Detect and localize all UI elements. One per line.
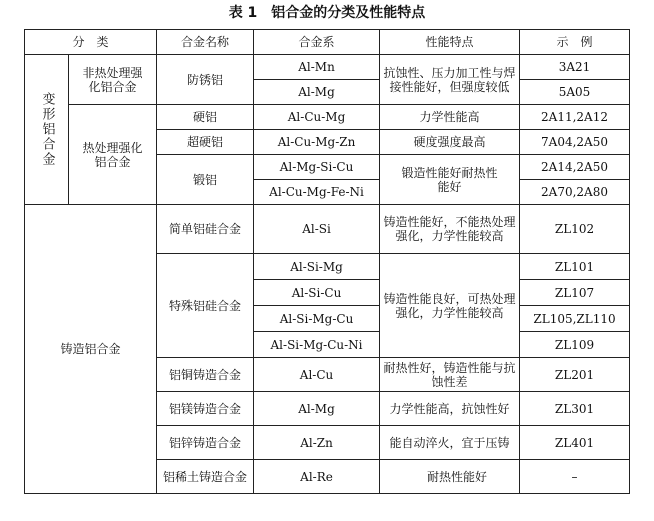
alloy-system: Al-Si-Mg-Cu-Ni [254, 332, 380, 358]
example: ZL105,ZL110 [520, 306, 630, 332]
alloy-system: Al-Zn [254, 426, 380, 460]
alloy-system: Al-Cu [254, 358, 380, 392]
example: ZL301 [520, 392, 630, 426]
header-alloy-system: 合金系 [254, 30, 380, 55]
example: 2A14,2A50 [520, 155, 630, 180]
group-wrought-label: 变形铝合金 [39, 92, 55, 167]
header-alloy-name: 合金名称 [157, 30, 254, 55]
example: ZL109 [520, 332, 630, 358]
table-caption: 表 1 铝合金的分类及性能特点 [228, 5, 426, 21]
table-row [25, 105, 630, 130]
table-row [25, 55, 630, 80]
header-category: 分 类 [25, 30, 157, 55]
alloy-system: Al-Cu-Mg [254, 105, 380, 130]
alloy-system: Al-Mg [254, 80, 380, 105]
property-cu-cast: 耐热性好，铸造性能与抗蚀性差 [380, 358, 520, 392]
alloy-system: Al-Cu-Mg-Zn [254, 130, 380, 155]
group-heat-treat: 热处理强化铝合金 [69, 105, 157, 205]
alloy-system: Al-Mg-Si-Cu [254, 155, 380, 180]
property-re-cast: 耐热性能好 [380, 460, 520, 494]
alloy-system: Al-Si-Mg-Cu [254, 306, 380, 332]
property-super-hard: 硬度强度最高 [380, 130, 520, 155]
alloy-system: Al-Mg [254, 392, 380, 426]
example: ZL107 [520, 280, 630, 306]
header-example: 示 例 [520, 30, 630, 55]
property-zn-cast: 能自动淬火，宜于压铸 [380, 426, 520, 460]
group-wrought [25, 55, 69, 205]
alloy-name-special-si: 特殊铝硅合金 [157, 254, 254, 358]
alloy-name-zn-cast: 铝锌铸造合金 [157, 426, 254, 460]
alloy-system: Al-Mn [254, 55, 380, 80]
property-forged: 锻造性能好耐热性能好 [380, 155, 520, 205]
alloy-system: Al-Si-Mg [254, 254, 380, 280]
example: ZL401 [520, 426, 630, 460]
alloy-classification-table [24, 29, 630, 494]
example: 2A11,2A12 [520, 105, 630, 130]
example: 2A70,2A80 [520, 180, 630, 205]
example: ZL201 [520, 358, 630, 392]
group-non-heat-treat: 非热处理强化铝合金 [69, 55, 157, 105]
alloy-name-simple-si: 简单铝硅合金 [157, 205, 254, 254]
alloy-system: Al-Re [254, 460, 380, 494]
property-mg-cast: 力学性能高，抗蚀性好 [380, 392, 520, 426]
alloy-name-re-cast: 铝稀土铸造合金 [157, 460, 254, 494]
alloy-name-mg-cast: 铝镁铸造合金 [157, 392, 254, 426]
header-properties: 性能特点 [380, 30, 520, 55]
example: 5A05 [520, 80, 630, 105]
alloy-name-cu-cast: 铝铜铸造合金 [157, 358, 254, 392]
property-special-si: 铸造性能良好，可热处理强化，力学性能较高 [380, 254, 520, 358]
alloy-name-super-hard: 超硬铝 [157, 130, 254, 155]
alloy-system: Al-Cu-Mg-Fe-Ni [254, 180, 380, 205]
alloy-name-forged: 锻铝 [157, 155, 254, 205]
property-anti-rust: 抗蚀性、压力加工性与焊接性能好，但强度较低 [380, 55, 520, 105]
property-simple-si: 铸造性能好，不能热处理强化，力学性能较高 [380, 205, 520, 254]
alloy-system: Al-Si-Cu [254, 280, 380, 306]
table-header-row [25, 30, 630, 55]
example: 7A04,2A50 [520, 130, 630, 155]
example: ZL102 [520, 205, 630, 254]
alloy-system: Al-Si [254, 205, 380, 254]
table-row [25, 205, 630, 254]
alloy-name-anti-rust: 防锈铝 [157, 55, 254, 105]
alloy-name-hard: 硬铝 [157, 105, 254, 130]
example: – [520, 460, 630, 494]
group-cast: 铸造铝合金 [25, 205, 157, 494]
example: ZL101 [520, 254, 630, 280]
property-hard: 力学性能高 [380, 105, 520, 130]
example: 3A21 [520, 55, 630, 80]
